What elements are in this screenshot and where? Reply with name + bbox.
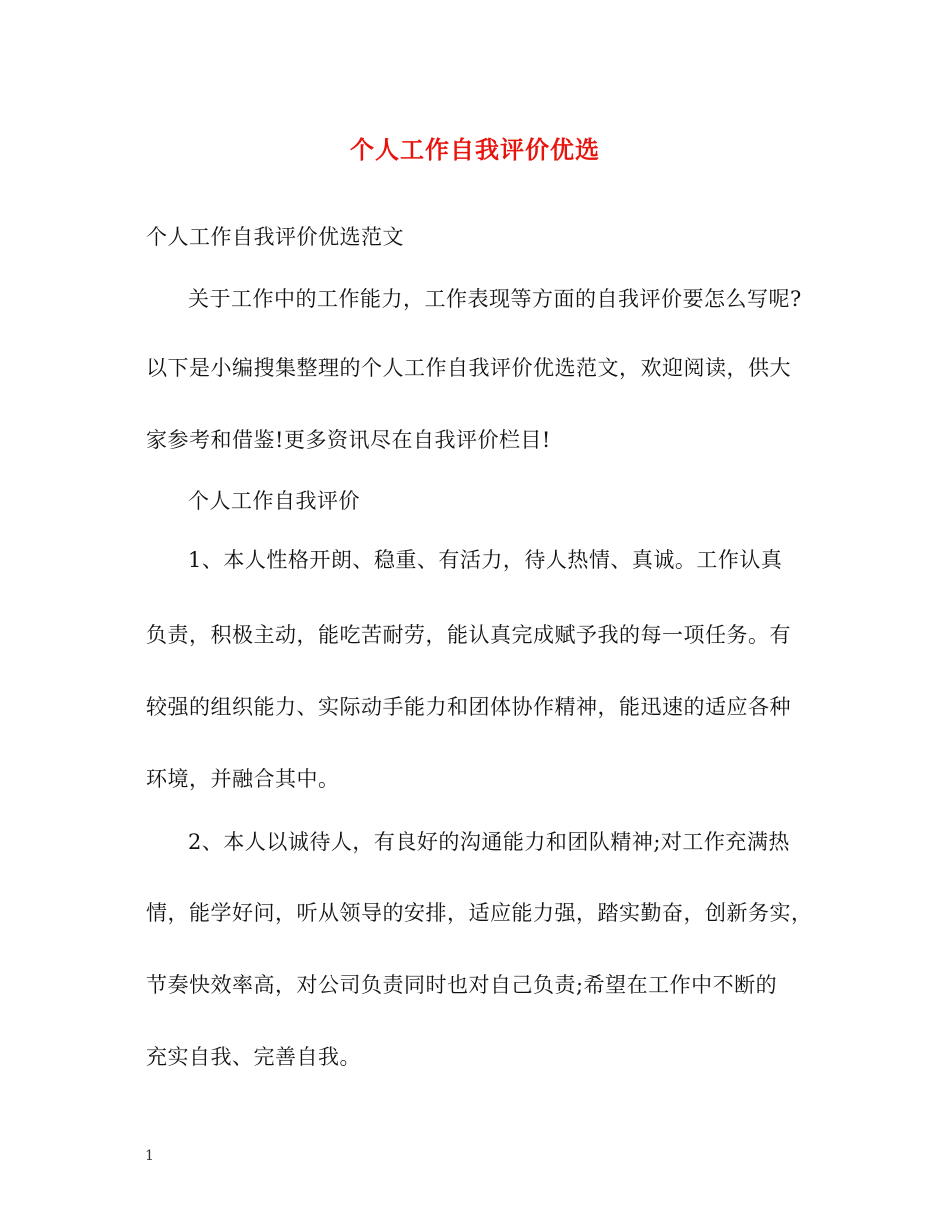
paragraph-line: 充实自我、完善自我。 — [146, 1045, 361, 1069]
paragraph-line: 1、本人性格开朗、稳重、有活力，待人热情、真诚。工作认真 — [188, 548, 783, 572]
paragraph-line: 节奏快效率高，对公司负责同时也对自己负责;希望在工作中不断的 — [146, 973, 778, 997]
paragraph-line: 以下是小编搜集整理的个人工作自我评价优选范文，欢迎阅读，供大 — [146, 356, 791, 380]
section-heading: 个人工作自我评价 — [188, 489, 360, 513]
paragraph-line: 关于工作中的工作能力，工作表现等方面的自我评价要怎么写呢? — [188, 287, 802, 311]
page-number: 1 — [145, 1148, 154, 1164]
document-subtitle: 个人工作自我评价优选范文 — [146, 225, 404, 249]
paragraph-line: 较强的组织能力、实际动手能力和团体协作精神，能迅速的适应各种 — [146, 695, 791, 719]
paragraph-line: 负责，积极主动，能吃苦耐劳，能认真完成赋予我的每一项任务。有 — [146, 623, 791, 647]
document-title: 个人工作自我评价优选 — [350, 135, 600, 164]
paragraph-line: 环境，并融合其中。 — [146, 767, 340, 791]
paragraph-line: 2、本人以诚待人，有良好的沟通能力和团队精神;对工作充满热 — [188, 830, 790, 854]
paragraph-line: 情，能学好问，听从领导的安排，适应能力强，踏实勤奋，创新务实， — [146, 901, 813, 925]
paragraph-line: 家参考和借鉴!更多资讯尽在自我评价栏目! — [146, 428, 551, 452]
